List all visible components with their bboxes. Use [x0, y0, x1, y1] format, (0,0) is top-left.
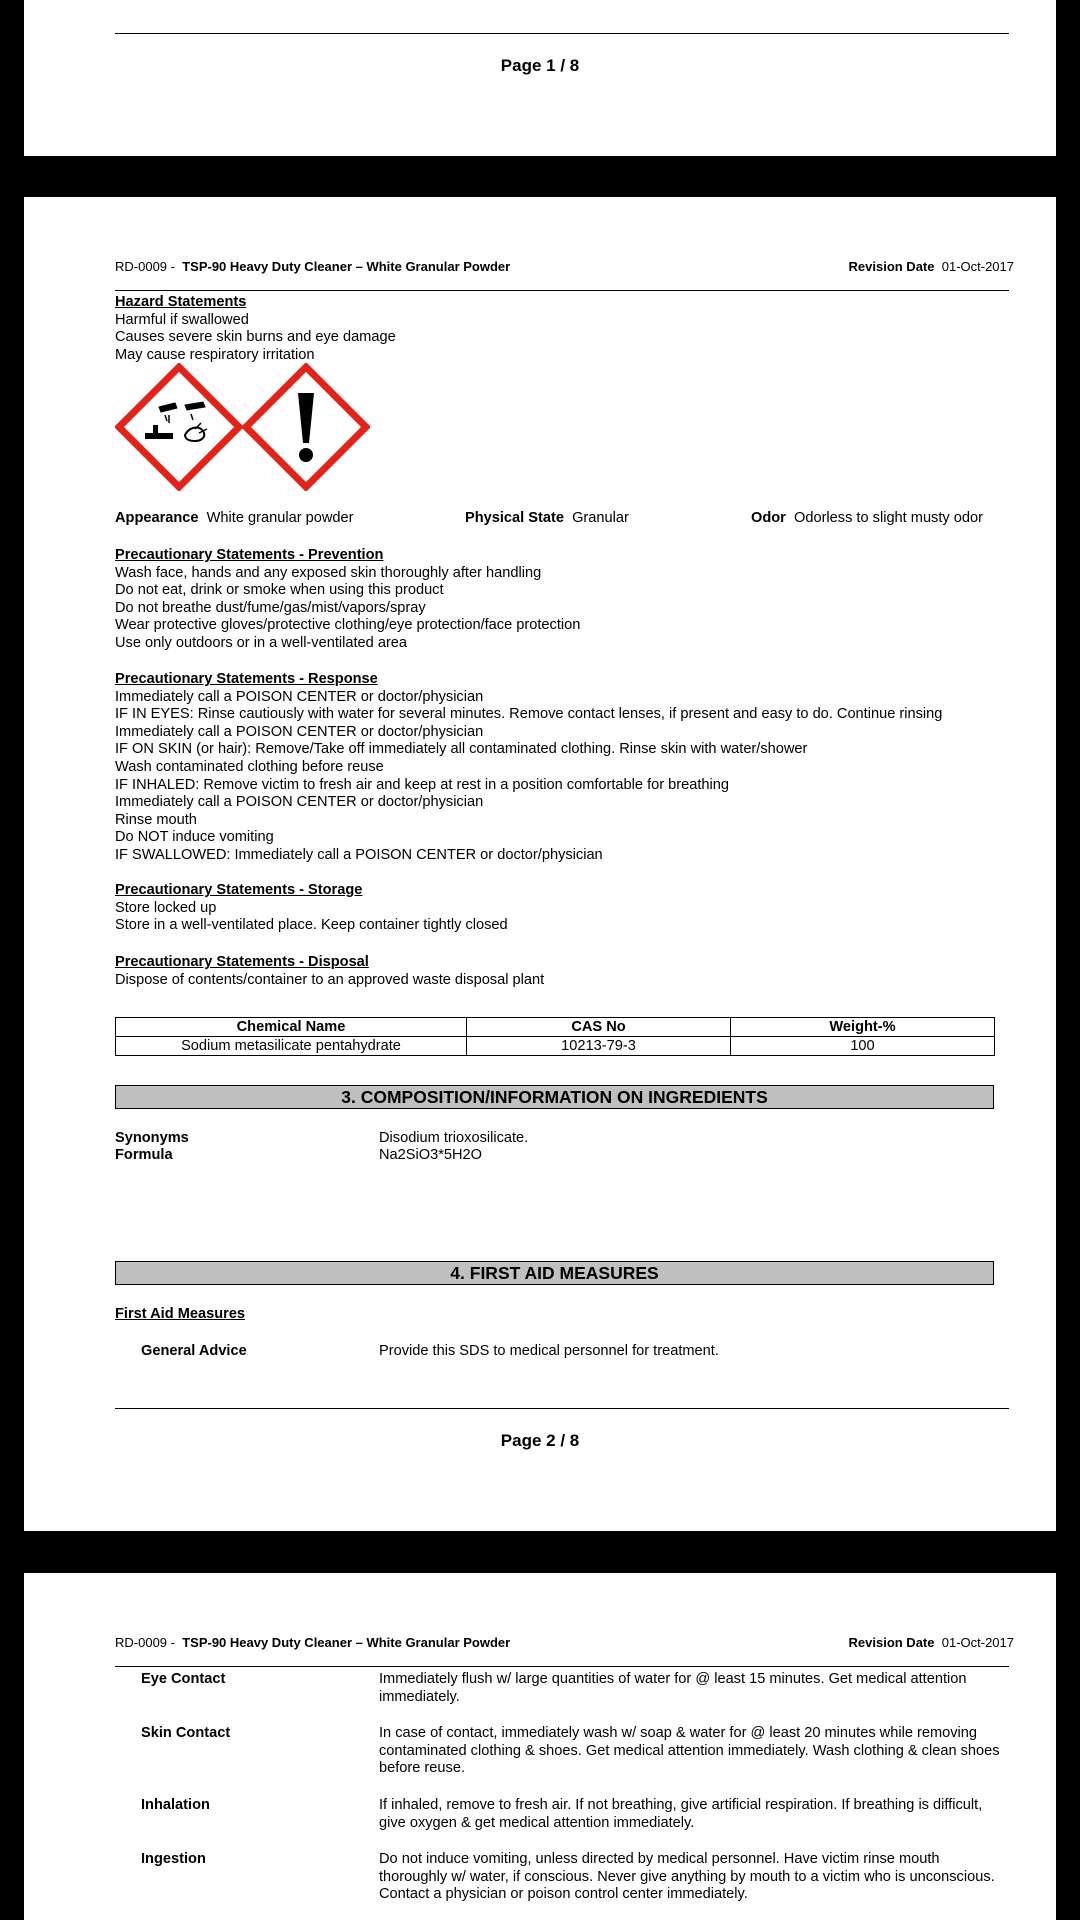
table-header-row [116, 1018, 995, 1037]
product-name: TSP-90 Heavy Duty Cleaner – White Granular Powder [182, 1635, 511, 1650]
storage-line: Store in a well-ventilated place. Keep container tightly closed [115, 917, 508, 934]
synonyms-label: Synonyms [115, 1130, 189, 1146]
corrosion-pictogram-icon [115, 363, 243, 491]
response-line: Do NOT induce vomiting [115, 829, 274, 846]
prevention-line: Do not breathe dust/fume/gas/mist/vapors/spray [115, 599, 426, 616]
hazard-line: May cause respiratory irritation [115, 346, 315, 363]
footer-rule [115, 1408, 1009, 1409]
physical-state-label: Physical State [465, 510, 564, 526]
response-line: Wash contaminated clothing before reuse [115, 758, 384, 775]
first-aid-subheading: First Aid Measures [115, 1306, 246, 1322]
column-header-cas-no: CAS No [467, 1018, 731, 1037]
response-line: Immediately call a POISON CENTER or doctor/physician [115, 794, 484, 811]
response-line: IF SWALLOWED: Immediately call a POISON CENTER or doctor/physician [115, 846, 603, 863]
odor-row [751, 510, 983, 526]
document-header [115, 259, 1014, 277]
storage-heading: Precautionary Statements - Storage [115, 882, 363, 898]
physical-state-row [465, 510, 629, 526]
chemical-name-cell: Sodium metasilicate pentahydrate [116, 1037, 467, 1056]
skin-contact-label: Skin Contact [141, 1725, 231, 1741]
storage-line: Store locked up [115, 899, 217, 916]
doc-code: RD-0009 - [115, 1635, 175, 1650]
skin-contact-text: In case of contact, immediately wash w/ soap & water for @ least 20 minutes while removing contaminated clothing & shoes. Get medical attention immediately. Wash clothing & clean shoes before reuse. [379, 1725, 1000, 1777]
header-rule [115, 290, 1009, 291]
weight-cell: 100 [731, 1037, 995, 1056]
page-3 [24, 1573, 1056, 1920]
response-line: Immediately call a POISON CENTER or doctor/physician [115, 723, 484, 740]
hazard-line: Harmful if swallowed [115, 311, 249, 328]
odor-label: Odor [751, 510, 786, 526]
response-line: IF INHALED: Remove victim to fresh air and keep at rest in a position comfortable for breathing [115, 776, 730, 793]
ingestion-text: Do not induce vomiting, unless directed by medical personnel. Have victim rinse mouth thoroughly w/ water, if conscious. Never give anything by mouth to a victim who is unconscious. Contact a physician or poison control center immediately. [379, 1851, 995, 1903]
response-line: Rinse mouth [115, 811, 197, 828]
doc-code: RD-0009 - [115, 259, 175, 274]
inhalation-label: Inhalation [141, 1797, 210, 1813]
exclamation-pictogram-icon [242, 363, 370, 491]
storage-statements [115, 882, 508, 935]
document-header [115, 1635, 1014, 1653]
page-2 [24, 197, 1056, 1531]
product-name: TSP-90 Heavy Duty Cleaner – White Granular Powder [182, 259, 511, 274]
appearance-row [115, 510, 353, 526]
response-heading: Precautionary Statements - Response [115, 671, 378, 687]
response-line: IF ON SKIN (or hair): Remove/Take off immediately all contaminated clothing. Rinse skin with water/shower [115, 741, 808, 758]
general-advice-label: General Advice [141, 1343, 247, 1359]
eye-contact-label: Eye Contact [141, 1671, 226, 1687]
ingestion-label: Ingestion [141, 1851, 206, 1867]
formula-value: Na2SiO3*5H2O [379, 1147, 483, 1163]
disposal-line: Dispose of contents/container to an approved waste disposal plant [115, 971, 545, 988]
header-rule [115, 1666, 1009, 1667]
formula-label: Formula [115, 1147, 173, 1163]
hazard-heading: Hazard Statements [115, 294, 247, 310]
prevention-line: Use only outdoors or in a well-ventilated area [115, 634, 408, 651]
physical-state-value: Granular [572, 510, 629, 526]
prevention-line: Wear protective gloves/protective clothing/eye protection/face protection [115, 617, 581, 634]
response-statements [115, 671, 942, 865]
general-advice-text: Provide this SDS to medical personnel for treatment. [379, 1343, 719, 1359]
prevention-line: Wash face, hands and any exposed skin thoroughly after handling [115, 564, 542, 581]
section-4-title: 4. FIRST AID MEASURES [115, 1261, 994, 1285]
footer-rule [115, 33, 1009, 34]
cas-no-cell: 10213-79-3 [467, 1037, 731, 1056]
hazard-statements [115, 294, 396, 364]
prevention-statements [115, 547, 580, 653]
revision-date: 01-Oct-2017 [941, 259, 1014, 274]
response-line: IF IN EYES: Rinse cautiously with water for several minutes. Remove contact lenses, if present and easy to do. Continue rinsing [115, 706, 943, 723]
inhalation-text: If inhaled, remove to fresh air. If not breathing, give artificial respiration. If breathing is difficult, give oxygen & get medical attention immediately. [379, 1797, 983, 1831]
table-row [116, 1037, 995, 1056]
page-number: Page 2 / 8 [500, 1431, 580, 1450]
prevention-heading: Precautionary Statements - Prevention [115, 547, 384, 563]
section-3-title: 3. COMPOSITION/INFORMATION ON INGREDIENTS [115, 1085, 994, 1109]
revision-date: 01-Oct-2017 [941, 1635, 1014, 1650]
hazard-line: Causes severe skin burns and eye damage [115, 329, 396, 346]
synonyms-value: Disodium trioxosilicate. [379, 1130, 529, 1146]
appearance-value: White granular powder [206, 510, 354, 526]
ingredients-table [115, 1017, 995, 1056]
page-number: Page 1 / 8 [500, 56, 580, 75]
revision-label: Revision Date [848, 1635, 935, 1650]
disposal-heading: Precautionary Statements - Disposal [115, 954, 369, 970]
appearance-label: Appearance [115, 510, 199, 526]
response-line: Immediately call a POISON CENTER or doctor/physician [115, 688, 484, 705]
column-header-chemical-name: Chemical Name [116, 1018, 467, 1037]
odor-value: Odorless to slight musty odor [793, 510, 983, 526]
revision-label: Revision Date [848, 259, 935, 274]
prevention-line: Do not eat, drink or smoke when using this product [115, 582, 444, 599]
disposal-statements [115, 954, 544, 989]
column-header-weight: Weight-% [731, 1018, 995, 1037]
page-1 [24, 0, 1056, 156]
eye-contact-text: Immediately flush w/ large quantities of water for @ least 15 minutes. Get medical attention immediately. [379, 1671, 967, 1705]
